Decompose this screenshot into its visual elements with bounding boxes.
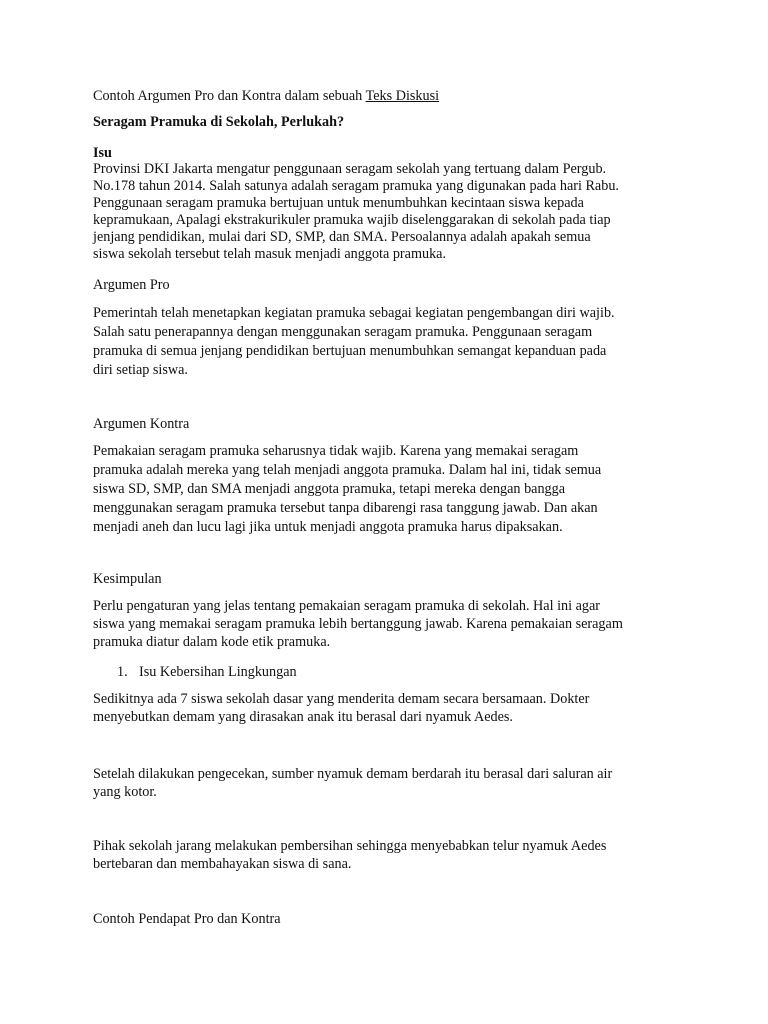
paragraph-line: Sedikitnya ada 7 siswa sekolah dasar yang menderita demam secara bersamaan. Dokter xyxy=(93,691,590,707)
paragraph-3 xyxy=(93,838,606,873)
isu-line: kepramukaan, Apalagi ekstrakurikuler pramuka wajib diselenggarakan di sekolah pada tiap xyxy=(93,212,611,228)
kesimpulan-line: siswa yang memakai seragam pramuka lebih bertanggung jawab. Karena pemakaian seragam xyxy=(93,616,623,632)
isu-line: No.178 tahun 2014. Salah satunya adalah seragam pramuka yang digunakan pada hari Rabu. xyxy=(93,178,619,194)
argumen-kontra-line: menjadi aneh dan lucu lagi jika untuk menjadi anggota pramuka harus dipaksakan. xyxy=(93,519,563,535)
argumen-kontra-line: menggunakan seragam pramuka tersebut tanpa dibarengi rasa tanggung jawab. Dan akan xyxy=(93,500,598,516)
argumen-kontra-line: siswa SD, SMP, dan SMA menjadi anggota pramuka, tetapi mereka dengan bangga xyxy=(93,481,566,497)
argumen-pro-line: diri setiap siswa. xyxy=(93,362,188,378)
kesimpulan-line: pramuka diatur dalam kode etik pramuka. xyxy=(93,634,331,650)
intro-line xyxy=(93,88,439,105)
paragraph-2 xyxy=(93,766,612,801)
paragraph-line: Setelah dilakukan pengecekan, sumber nyamuk demam berdarah itu berasal dari saluran air xyxy=(93,766,613,782)
argumen-pro-line: pramuka di semua jenjang pendidikan bertujuan menumbuhkan semangat kepanduan pada xyxy=(93,343,607,359)
list-item xyxy=(93,664,729,681)
isu-line: Penggunaan seragam pramuka bertujuan untuk menumbuhkan kecintaan siswa kepada xyxy=(93,195,584,211)
isu-line: Provinsi DKI Jakarta mengatur penggunaan seragam sekolah yang tertuang dalam Pergub. xyxy=(93,161,607,177)
paragraph-1 xyxy=(93,691,589,726)
argumen-pro-heading: Argumen Pro xyxy=(93,277,170,293)
teks-diskusi-link[interactable]: Teks Diskusi xyxy=(365,88,440,104)
isu-line: jenjang pendidikan, mulai dari SD, SMP, dan SMA. Persoalannya adalah apakah semua xyxy=(93,229,591,245)
paragraph-line: bertebaran dan membahayakan siswa di sana. xyxy=(93,856,352,872)
paragraph-line: Pihak sekolah jarang melakukan pembersihan sehingga menyebabkan telur nyamuk Aedes xyxy=(93,838,607,854)
kesimpulan-heading: Kesimpulan xyxy=(93,571,162,587)
paragraph-line: menyebutkan demam yang dirasakan anak itu berasal dari nyamuk Aedes. xyxy=(93,709,513,725)
argumen-kontra-line: pramuka adalah mereka yang telah menjadi anggota pramuka. Dalam hal ini, tidak semua xyxy=(93,462,602,478)
isu-heading: Isu xyxy=(93,145,112,161)
kesimpulan-paragraph xyxy=(93,598,623,651)
argumen-pro-paragraph xyxy=(93,305,615,379)
list-number: 1. xyxy=(117,664,128,680)
argumen-kontra-line: Pemakaian seragam pramuka seharusnya tidak wajib. Karena yang memakai seragam xyxy=(93,443,579,459)
kesimpulan-line: Perlu pengaturan yang jelas tentang pemakaian seragam pramuka di sekolah. Hal ini agar xyxy=(93,598,601,614)
argumen-pro-line: Salah satu penerapannya dengan menggunakan seragam pramuka. Penggunaan seragam xyxy=(93,324,593,340)
argumen-kontra-heading: Argumen Kontra xyxy=(93,416,190,432)
paragraph-line: yang kotor. xyxy=(93,784,157,800)
argumen-kontra-paragraph xyxy=(93,443,601,536)
document-title: Seragam Pramuka di Sekolah, Perlukah? xyxy=(93,114,345,130)
isu-line: siswa sekolah tersebut telah masuk menjadi anggota pramuka. xyxy=(93,246,447,262)
isu-paragraph xyxy=(93,161,619,263)
intro-text: Contoh Argumen Pro dan Kontra dalam sebuah xyxy=(93,88,366,104)
contoh-pendapat-heading: Contoh Pendapat Pro dan Kontra xyxy=(93,911,281,927)
list-item-text: Isu Kebersihan Lingkungan xyxy=(139,664,297,680)
argumen-pro-line: Pemerintah telah menetapkan kegiatan pramuka sebagai kegiatan pengembangan diri wajib. xyxy=(93,305,615,321)
